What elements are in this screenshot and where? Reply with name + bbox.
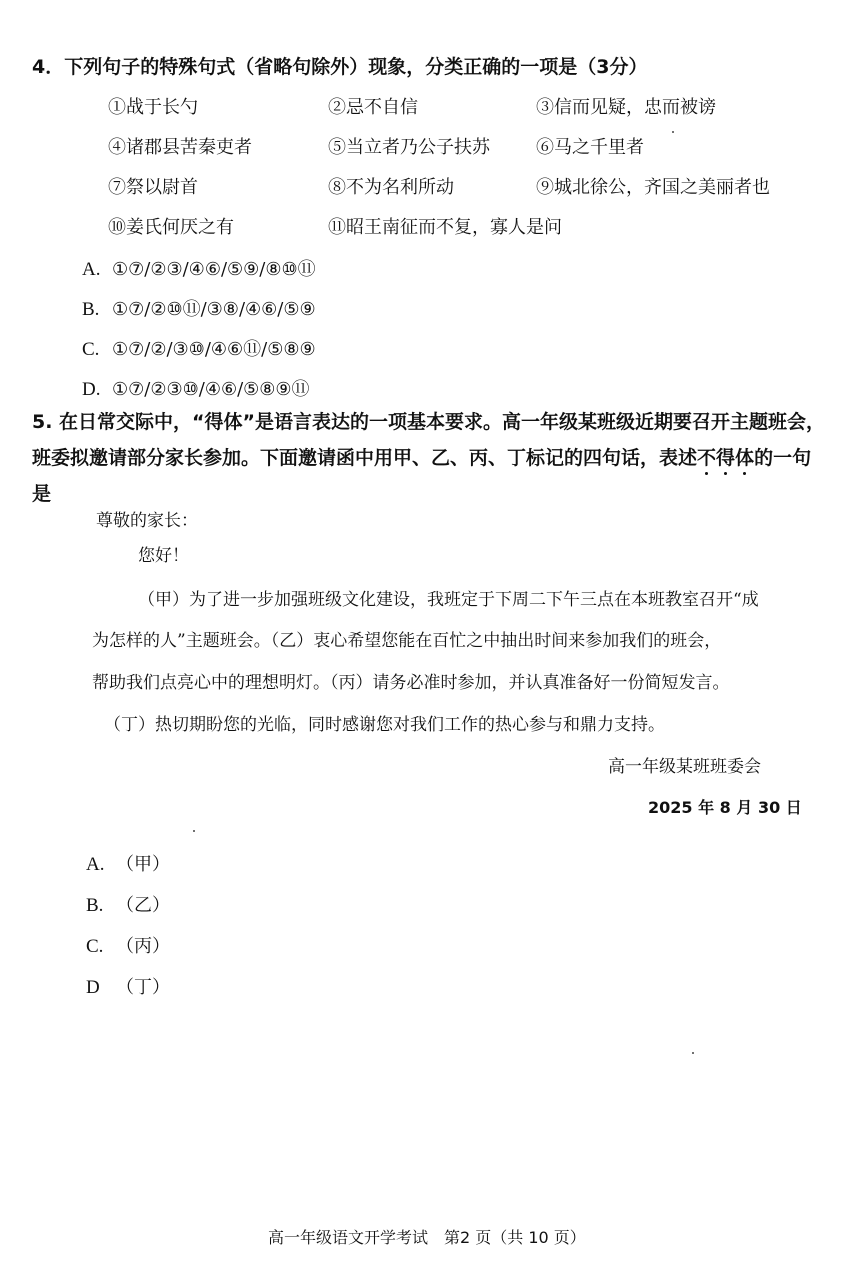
scan-speck (692, 1052, 694, 1054)
q4-option-b[interactable] (82, 295, 316, 321)
q4-option-c-text: ①⑦/②/③⑩/④⑥⑪/⑤⑧⑨ (112, 339, 316, 360)
q5-stem-line2-b: 的一句 (754, 447, 812, 469)
letter-salutation: 尊敬的家长： (96, 511, 198, 531)
q5-stem-line1: 5. 在日常交际中，“得体”是语言表达的一项基本要求。高一年级某班级近期要召开主题班会， (32, 411, 826, 433)
q5-stem-line2-a: 班委拟邀请部分家长参加。下面邀请函中用甲、乙、丙、丁标记的四句话，表述 (32, 447, 698, 469)
q5-option-d-label: D (86, 977, 100, 998)
q4-item-4: ④诸郡县苦秦吏者 (108, 137, 252, 158)
q4-item-1: ①战于长勺 (108, 97, 198, 118)
q4-item-5: ⑤当立者乃公子扶苏 (328, 137, 490, 158)
letter-signature: 高一年级某班班委会 (608, 757, 761, 777)
q5-stem-emphasis-2: 得 (716, 447, 736, 469)
q5-option-d[interactable] (86, 973, 170, 999)
letter-date: 2025 年 8 月 30 日 (648, 798, 802, 817)
q4-option-a-text: ①⑦/②③/④⑥/⑤⑨/⑧⑩⑪ (112, 259, 316, 280)
q4-item-2: ②忌不自信 (328, 97, 418, 118)
q4-option-d-label: D. (82, 379, 101, 400)
q5-option-a-label: A. (86, 854, 105, 875)
q4-option-c-label: C. (82, 339, 100, 360)
q5-option-b[interactable] (86, 891, 170, 917)
q4-item-7: ⑦祭以尉首 (108, 177, 198, 198)
letter-line-4: （丁）热切期盼您的光临，同时感谢您对我们工作的热心参与和鼎力支持。 (104, 715, 665, 735)
q5-option-d-text: （丁） (116, 977, 170, 998)
q4-item-8: ⑧不为名利所动 (328, 177, 454, 198)
q4-item-10: ⑩姜氏何厌之有 (108, 217, 234, 238)
q4-item-6: ⑥马之千里者 (536, 137, 644, 158)
q5-option-a[interactable] (86, 850, 170, 876)
q5-option-c-text: （丙） (116, 936, 170, 957)
q4-option-c[interactable] (82, 335, 316, 361)
q5-option-a-text: （甲） (116, 854, 170, 875)
q4-item-11: ⑪昭王南征而不复，寡人是问 (328, 217, 562, 238)
scan-speck (672, 131, 674, 133)
q4-option-d[interactable] (82, 375, 310, 401)
q5-option-b-text: （乙） (116, 895, 170, 916)
q4-option-d-text: ①⑦/②③⑩/④⑥/⑤⑧⑨⑪ (112, 379, 310, 400)
letter-line-2: 为怎样的人”主题班会。（乙）衷心希望您能在百忙之中抽出时间来参加我们的班会， (92, 631, 722, 651)
q5-stem-emphasis-1: 不 (697, 447, 717, 469)
q5-stem-line3: 是 (32, 483, 52, 505)
q4-option-b-text: ①⑦/②⑩⑪/③⑧/④⑥/⑤⑨ (112, 299, 316, 320)
q5-stem-emphasis-3: 体 (735, 447, 755, 469)
letter-line-3: 帮助我们点亮心中的理想明灯。（丙）请务必准时参加，并认真准备好一份简短发言。 (92, 673, 730, 693)
q4-stem: 4．下列句子的特殊句式（省略句除外）现象，分类正确的一项是（3分） (32, 56, 648, 78)
letter-line-1: （甲）为了进一步加强班级文化建设，我班定于下周二下午三点在本班教室召开“成 (138, 590, 759, 610)
q4-option-a[interactable] (82, 255, 316, 281)
q4-item-3: ③信而见疑，忠而被谤 (536, 97, 716, 118)
q5-option-c-label: C. (86, 936, 104, 957)
q5-option-c[interactable] (86, 932, 170, 958)
q4-item-9: ⑨城北徐公，齐国之美丽者也 (536, 177, 770, 198)
q5-option-b-label: B. (86, 895, 104, 916)
q4-option-a-label: A. (82, 259, 101, 280)
page-footer: 高一年级语文开学考试 第2 页（共 10 页） (268, 1228, 586, 1247)
q4-option-b-label: B. (82, 299, 100, 320)
q5-stem-line2 (32, 443, 811, 470)
scan-speck (193, 830, 195, 832)
letter-greeting: 您好！ (138, 546, 189, 566)
